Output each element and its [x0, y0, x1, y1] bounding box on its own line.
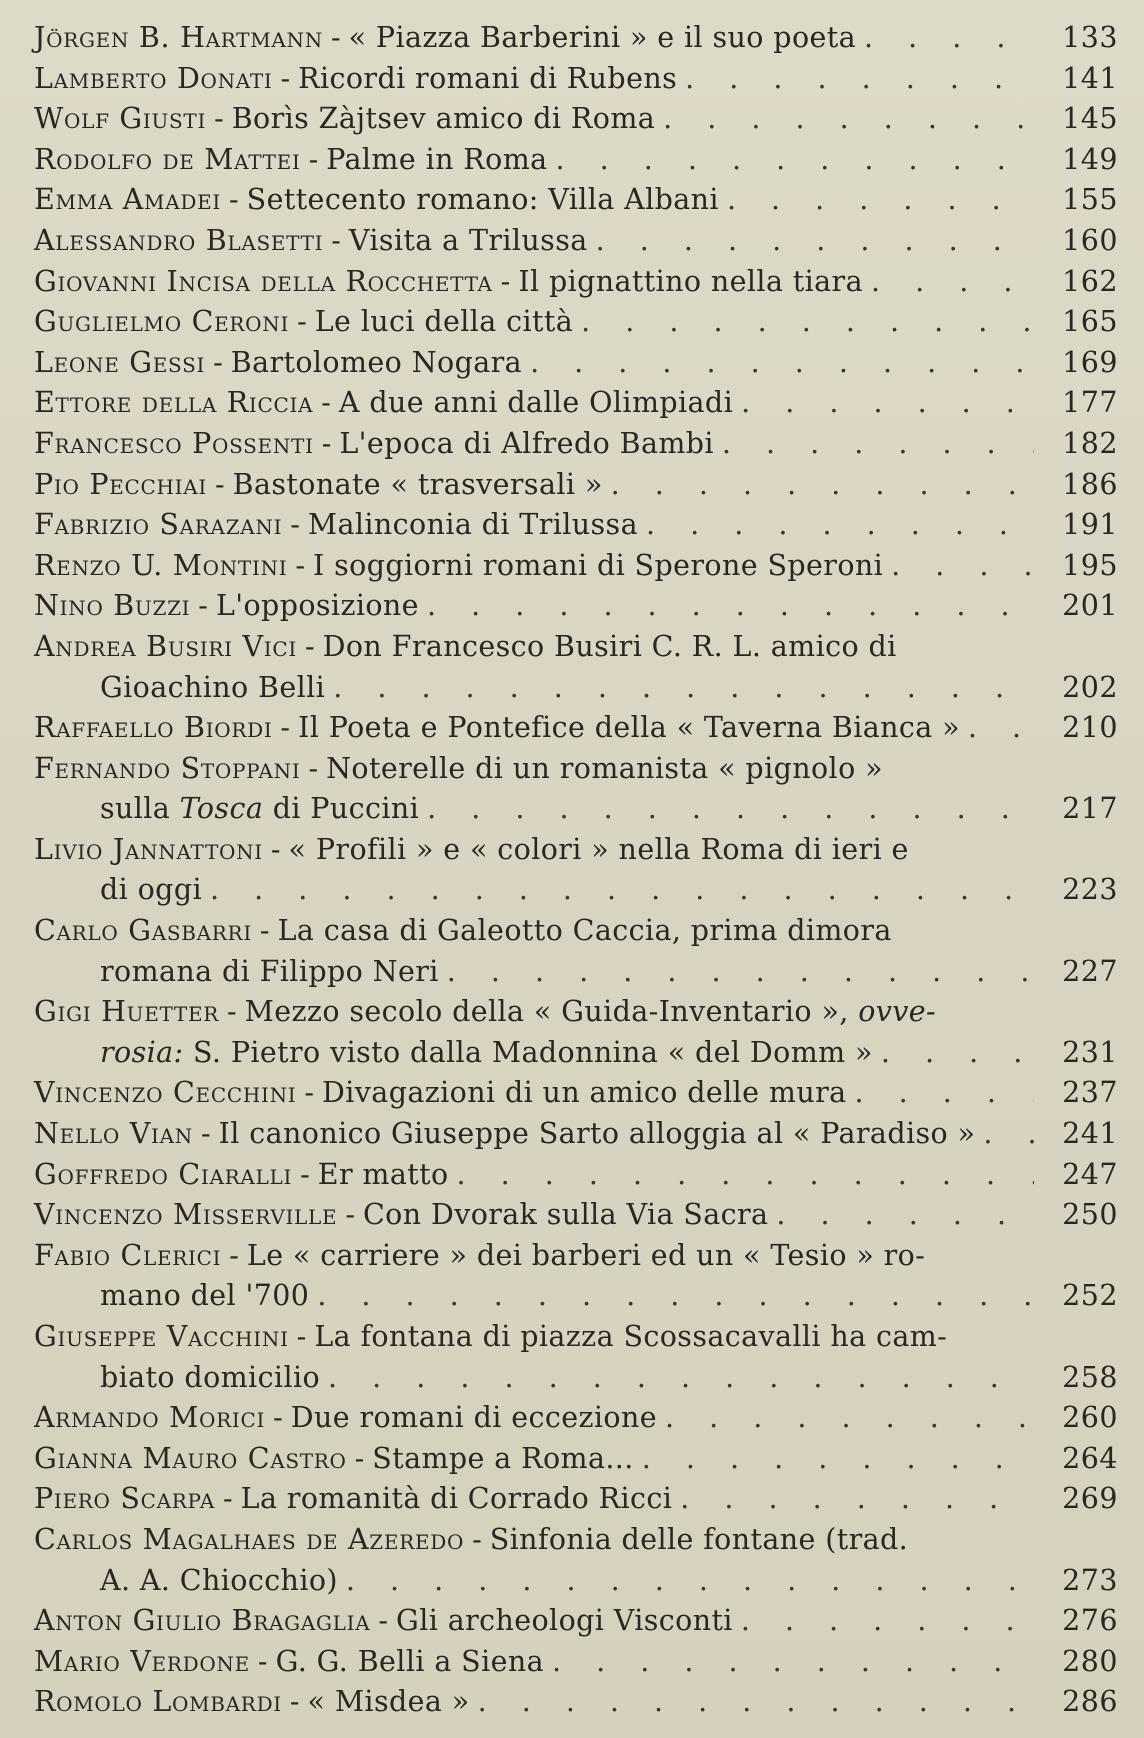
dot-leader: [202, 870, 1034, 911]
separator: -: [270, 832, 281, 866]
entry-page: 258: [1062, 1360, 1118, 1394]
toc-entry: [34, 830, 1118, 911]
entry-author: Carlos Magalhaes de Azeredo: [34, 1522, 465, 1556]
toc-entry: [34, 1155, 1118, 1196]
dot-leader: [544, 1642, 1034, 1683]
entry-author: Goffredo Ciaralli: [34, 1157, 293, 1191]
entry-title: Le luci della città: [314, 305, 574, 339]
toc-line: [34, 1073, 1118, 1114]
entry-author: Pio Pecchiai: [34, 467, 207, 501]
toc-entry: [34, 1398, 1118, 1439]
separator: -: [330, 21, 341, 54]
title-italic: rosia:: [100, 1035, 184, 1069]
entry-page: 202: [1062, 670, 1118, 704]
dot-leader: [638, 505, 1034, 546]
separator: -: [345, 1198, 355, 1232]
toc-line: [34, 383, 1118, 424]
entry-author: Jörgen B. Hartmann: [34, 21, 323, 54]
entry-title: Palme in Roma: [326, 142, 548, 176]
toc-line: [34, 1682, 1118, 1723]
toc-line-continued: [34, 1561, 1118, 1602]
separator: -: [280, 711, 291, 745]
entry-title: La romanità di Corrado Ricci: [240, 1482, 673, 1516]
separator: -: [296, 1320, 307, 1353]
toc-line: [34, 1601, 1118, 1642]
toc-line: [34, 221, 1118, 262]
entry-title: Visita a Trilussa: [348, 223, 588, 257]
separator: -: [354, 1441, 365, 1475]
dot-leader: [883, 546, 1034, 587]
entry-page: 133: [1062, 21, 1118, 54]
toc-entry: [34, 505, 1118, 546]
entry-title: L'epoca di Alfredo Bambi: [339, 426, 714, 460]
toc-line: [34, 1398, 1118, 1439]
entry-title: Malinconia di Trilussa: [307, 508, 638, 542]
entry-title: Il Poeta e Pontefice della « Taverna Bianca »: [298, 711, 960, 745]
toc-entry: [34, 1682, 1118, 1723]
separator: -: [308, 751, 319, 785]
entry-author: Lamberto Donati: [34, 61, 273, 95]
entry-page: 201: [1062, 589, 1118, 623]
entry-title: « Misdea »: [307, 1685, 470, 1719]
entry-page: 217: [1062, 792, 1118, 826]
toc-entry: [34, 140, 1118, 181]
entry-page: 237: [1062, 1076, 1118, 1110]
toc-entry: [34, 1114, 1118, 1155]
toc-line: [34, 424, 1118, 465]
dot-leader: [573, 302, 1034, 343]
entry-page: 276: [1062, 1604, 1118, 1638]
toc-line: [34, 830, 1118, 871]
toc-entry: [34, 180, 1118, 221]
toc-entry: [34, 1195, 1118, 1236]
toc-line: [34, 1642, 1118, 1683]
entry-page: 165: [1062, 305, 1118, 339]
title-part: sulla: [100, 792, 171, 826]
entry-page: 273: [1062, 1563, 1118, 1597]
entry-author: Renzo U. Montini: [34, 548, 288, 582]
title-part: S. Pietro visto dalla Madonnina « del Domm »: [193, 1035, 873, 1069]
dot-leader: [588, 221, 1034, 262]
dot-leader: [847, 1073, 1034, 1114]
entry-title: L'opposizione: [215, 589, 419, 623]
entry-author: Fabrizio Sarazani: [34, 508, 283, 542]
entry-author: Raffaello Biordi: [34, 711, 273, 745]
separator: -: [229, 1238, 239, 1272]
entry-title: Borìs Zàjtsev amico di Roma: [231, 102, 656, 136]
toc-entry: [34, 586, 1118, 627]
entry-title-continued: biato domicilio: [100, 1360, 321, 1394]
entry-author: Mario Verdone: [34, 1644, 250, 1678]
separator: -: [500, 264, 511, 298]
toc-entry: [34, 221, 1118, 262]
toc-entry: [34, 465, 1118, 506]
entry-author: Emma Amadei: [34, 183, 222, 217]
entry-author: Gigi Huetter: [34, 995, 220, 1029]
toc-line-continued: [34, 870, 1118, 911]
separator: -: [308, 142, 319, 176]
entry-page: 191: [1062, 508, 1118, 542]
toc-line: [34, 140, 1118, 181]
toc-entry: [34, 1520, 1118, 1601]
entry-title: « Profili » e « colori » nella Roma di ieri e: [288, 832, 909, 866]
entry-author: Alessandro Blasetti: [34, 223, 324, 257]
entry-author: Carlo Gasbarri: [34, 914, 252, 948]
entry-page: 169: [1062, 345, 1118, 379]
dot-leader: [309, 1276, 1034, 1317]
toc-line: [34, 505, 1118, 546]
entry-page: 149: [1062, 142, 1118, 176]
entry-page: 247: [1062, 1157, 1118, 1191]
toc-line: [34, 1155, 1118, 1196]
entry-title: A due anni dalle Olimpiadi: [338, 386, 734, 420]
entry-page: 141: [1062, 61, 1118, 95]
entry-title: Due romani di eccezione: [290, 1401, 657, 1435]
entry-title: Don Francesco Busiri C. R. L. amico di: [322, 629, 897, 663]
dot-leader: [522, 343, 1034, 384]
dot-leader: [714, 424, 1034, 465]
entry-title-continued: Gioachino Belli: [100, 670, 326, 704]
separator: -: [222, 1482, 233, 1516]
entry-title: Ricordi romani di Rubens: [298, 61, 678, 95]
entry-title-continued: [100, 789, 419, 830]
toc-line-continued: [34, 952, 1118, 993]
toc-line-continued: [34, 1276, 1118, 1317]
toc-line: [34, 1520, 1118, 1561]
title-italic: Tosca: [179, 792, 264, 826]
toc-line: [34, 627, 1118, 668]
separator: -: [280, 61, 291, 95]
entry-title: La fontana di piazza Scossacavalli ha cam-: [314, 1320, 948, 1353]
dot-leader: [325, 668, 1034, 709]
entry-page: 162: [1062, 264, 1118, 298]
entry-title: Settecento romano: Villa Albani: [246, 183, 719, 217]
toc-line: [34, 749, 1118, 790]
toc-entry: [34, 546, 1118, 587]
separator: -: [273, 1401, 283, 1435]
toc-entry: [34, 1439, 1118, 1480]
entry-title: Le « carriere » dei barberi ed un « Tesio » ro-: [246, 1238, 926, 1272]
dot-leader: [873, 1033, 1034, 1074]
entry-title: Er matto: [317, 1157, 449, 1191]
toc-line: [34, 586, 1118, 627]
entry-title-continued: [100, 1033, 873, 1074]
toc-entry: [34, 18, 1118, 59]
separator: -: [257, 1644, 268, 1678]
entry-author: Gianna Mauro Castro: [34, 1441, 347, 1475]
entry-title: Divagazioni di un amico delle mura: [322, 1076, 847, 1110]
entry-title-continued: mano del '700: [100, 1279, 310, 1313]
entry-title: Il pignattino nella tiara: [518, 264, 863, 298]
toc-line: [34, 465, 1118, 506]
entry-title: Il canonico Giuseppe Sarto alloggia al « Paradiso »: [218, 1117, 976, 1151]
separator: -: [229, 183, 239, 217]
toc-line: [34, 546, 1118, 587]
table-of-contents: [34, 18, 1118, 1723]
dot-leader: [863, 262, 1034, 303]
toc-entry: [34, 911, 1118, 992]
entry-author: Wolf Giusti: [34, 102, 207, 136]
toc-line: [34, 1114, 1118, 1155]
toc-line: [34, 302, 1118, 343]
toc-line: [34, 708, 1118, 749]
separator: -: [304, 629, 315, 663]
entry-author: Livio Jannattoni: [34, 832, 263, 866]
toc-line: [34, 99, 1118, 140]
separator: -: [227, 995, 237, 1029]
entry-author: Francesco Possenti: [34, 426, 314, 460]
toc-entry: [34, 992, 1118, 1073]
entry-page: 177: [1062, 386, 1118, 420]
entry-title: G. G. Belli a Siena: [275, 1644, 545, 1678]
toc-entry: [34, 59, 1118, 100]
dot-leader: [672, 1479, 1034, 1520]
entry-title: Bastonate « trasversali »: [232, 467, 603, 501]
entry-author: Giovanni Incisa della Rocchetta: [34, 264, 493, 298]
separator: -: [321, 426, 332, 460]
separator: -: [259, 914, 270, 948]
toc-entry: [34, 1073, 1118, 1114]
entry-title: Bartolomeo Nogara: [230, 345, 523, 379]
separator: -: [321, 386, 331, 420]
entry-title: Stampe a Roma...: [372, 1441, 634, 1475]
toc-line-continued: [34, 789, 1118, 830]
separator: -: [215, 467, 225, 501]
entry-author: Andrea Busiri Vici: [34, 629, 297, 663]
entry-author: Rodolfo de Mattei: [34, 142, 301, 176]
entry-page: 286: [1062, 1685, 1118, 1719]
toc-entry: [34, 749, 1118, 830]
entry-page: 145: [1062, 102, 1118, 136]
toc-line-continued: [34, 668, 1118, 709]
entry-title: Sinfonia delle fontane (trad.: [489, 1522, 909, 1556]
toc-entry: [34, 1479, 1118, 1520]
toc-entry: [34, 1642, 1118, 1683]
entry-author: Giuseppe Vacchini: [34, 1320, 289, 1353]
toc-entry: [34, 1601, 1118, 1642]
toc-line-continued: [34, 1358, 1118, 1399]
separator: -: [198, 589, 208, 623]
entry-page: 186: [1062, 467, 1118, 501]
dot-leader: [449, 1155, 1034, 1196]
toc-line: [34, 343, 1118, 384]
title-italic: ovve-: [858, 995, 937, 1029]
entry-page: 252: [1062, 1279, 1118, 1313]
toc-line: [34, 180, 1118, 221]
entry-author: Romolo Lombardi: [34, 1685, 282, 1719]
dot-leader: [768, 1195, 1034, 1236]
toc-entry: [34, 627, 1118, 708]
dot-leader: [634, 1439, 1034, 1480]
dot-leader: [338, 1561, 1034, 1602]
entry-page: 195: [1062, 548, 1118, 582]
entry-page: 264: [1062, 1441, 1118, 1475]
toc-line: [34, 1236, 1118, 1277]
toc-entry: [34, 99, 1118, 140]
entry-author: Fernando Stoppani: [34, 751, 301, 785]
dot-leader: [719, 180, 1034, 221]
dot-leader: [419, 789, 1034, 830]
entry-author: Ettore della Riccia: [34, 386, 314, 420]
toc-entry: [34, 1236, 1118, 1317]
toc-entry: [34, 383, 1118, 424]
separator: -: [304, 1076, 315, 1110]
dot-leader: [655, 99, 1034, 140]
entry-title-continued: romana di Filippo Neri: [100, 954, 439, 988]
separator: -: [378, 1604, 389, 1638]
separator: -: [295, 548, 305, 582]
toc-entry: [34, 262, 1118, 303]
toc-line: [34, 1439, 1118, 1480]
toc-line: [34, 1317, 1118, 1358]
entry-page: 182: [1062, 426, 1118, 460]
separator: -: [290, 508, 300, 542]
toc-line: [34, 1479, 1118, 1520]
separator: -: [289, 1685, 300, 1719]
separator: -: [214, 102, 224, 136]
toc-line: [34, 992, 1118, 1033]
dot-leader: [733, 383, 1034, 424]
dot-leader: [657, 1398, 1034, 1439]
separator: -: [300, 1157, 310, 1191]
entry-author: Vincenzo Misserville: [34, 1198, 338, 1232]
entry-page: 241: [1062, 1117, 1118, 1151]
separator: -: [200, 1117, 211, 1151]
entry-title-continued: A. A. Chiocchio): [100, 1563, 338, 1597]
dot-leader: [470, 1682, 1034, 1723]
entry-title: [245, 992, 936, 1033]
entry-author: Armando Morici: [34, 1401, 266, 1435]
dot-leader: [320, 1358, 1034, 1399]
dot-leader: [419, 586, 1034, 627]
entry-author: Piero Scarpa: [34, 1482, 215, 1516]
toc-line: [34, 18, 1118, 59]
entry-page: 227: [1062, 954, 1118, 988]
separator: -: [331, 223, 341, 257]
entry-page: 250: [1062, 1198, 1118, 1232]
entry-author: Fabio Clerici: [34, 1238, 222, 1272]
entry-author: Nello Vian: [34, 1117, 193, 1151]
entry-author: Anton Giulio Bragaglia: [34, 1604, 371, 1638]
separator: -: [472, 1522, 482, 1556]
dot-leader: [856, 18, 1034, 59]
separator: -: [297, 305, 307, 339]
entry-title: « Piazza Barberini » e il suo poeta: [348, 21, 857, 54]
separator: -: [213, 345, 223, 379]
entry-page: 160: [1062, 223, 1118, 257]
toc-entry: [34, 1317, 1118, 1398]
entry-page: 231: [1062, 1035, 1118, 1069]
dot-leader: [439, 952, 1034, 993]
toc-entry: [34, 343, 1118, 384]
entry-title: Noterelle di un romanista « pignolo »: [326, 751, 883, 785]
title-part: di Puccini: [272, 792, 420, 826]
dot-leader: [975, 1114, 1034, 1155]
toc-line: [34, 911, 1118, 952]
toc-entry: [34, 302, 1118, 343]
entry-title: Con Dvorak sulla Via Sacra: [362, 1198, 769, 1232]
entry-author: Guglielmo Ceroni: [34, 305, 290, 339]
toc-line: [34, 1195, 1118, 1236]
entry-title: I soggiorni romani di Sperone Speroni: [313, 548, 884, 582]
toc-line: [34, 262, 1118, 303]
entry-author: Vincenzo Cecchini: [34, 1076, 297, 1110]
entry-author: Nino Buzzi: [34, 589, 191, 623]
entry-page: 280: [1062, 1644, 1118, 1678]
entry-title: Gli archeologi Visconti: [396, 1604, 733, 1638]
entry-title-continued: di oggi: [100, 873, 202, 907]
entry-page: 155: [1062, 183, 1118, 217]
toc-entry: [34, 708, 1118, 749]
entry-author: Leone Gessi: [34, 345, 206, 379]
dot-leader: [603, 465, 1034, 506]
entry-title: La casa di Galeotto Caccia, prima dimora: [277, 914, 892, 948]
entry-page: 269: [1062, 1482, 1118, 1516]
title-part: Mezzo secolo della « Guida-Inventario »,: [244, 995, 849, 1029]
toc-line: [34, 59, 1118, 100]
toc-entry: [34, 424, 1118, 465]
dot-leader: [677, 59, 1034, 100]
entry-page: 260: [1062, 1401, 1118, 1435]
dot-leader: [960, 708, 1034, 749]
toc-line-continued: [34, 1033, 1118, 1074]
entry-page: 223: [1062, 873, 1118, 907]
dot-leader: [548, 140, 1034, 181]
dot-leader: [733, 1601, 1034, 1642]
entry-page: 210: [1062, 711, 1118, 745]
